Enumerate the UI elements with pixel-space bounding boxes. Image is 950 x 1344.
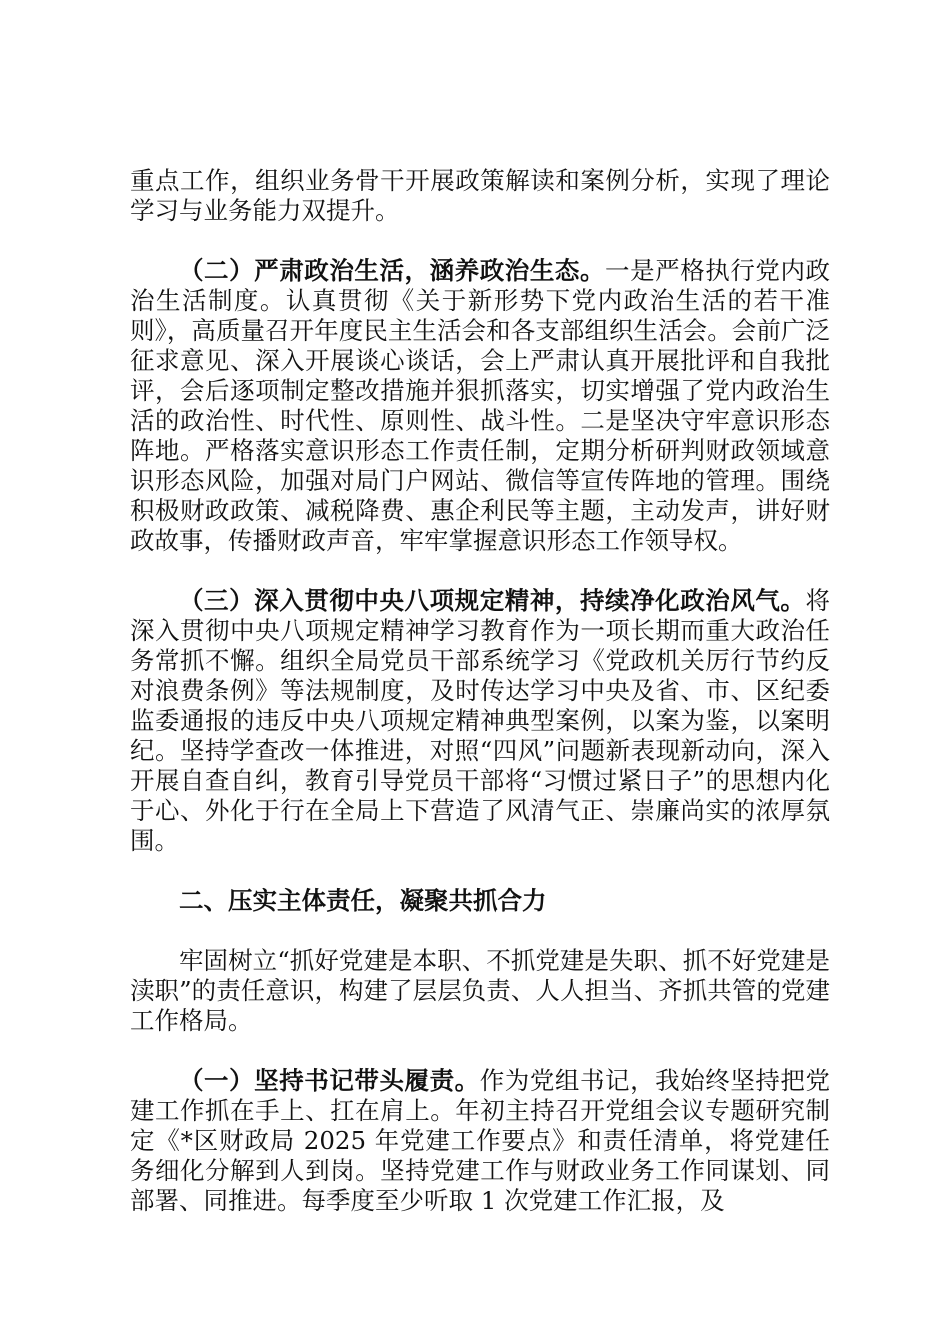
paragraph-text: 牢固树立“抓好党建是本职、不抓党建是失职、抓不好党建是渎职”的责任意识，构建了层层负责、人人担当、齐抓共管的党建工作格局。 <box>130 946 830 1035</box>
paragraph-responsibility <box>130 946 830 1036</box>
paragraph-lead-heading: （二）严肃政治生活，涵养政治生态。 <box>179 256 606 285</box>
paragraph-secretary <box>130 1066 830 1216</box>
paragraph-political-life <box>130 256 830 556</box>
paragraph-lead-heading: （一）坚持书记带头履责。 <box>179 1066 480 1095</box>
paragraph-lead-heading: （三）深入贯彻中央八项规定精神，持续净化政治风气。 <box>179 586 806 615</box>
paragraph-text: 重点工作，组织业务骨干开展政策解读和案例分析，实现了理论学习与业务能力双提升。 <box>130 166 830 225</box>
paragraph-continuation <box>130 166 830 226</box>
paragraph-eight-rules <box>130 586 830 856</box>
paragraph-text: 将深入贯彻中央八项规定精神学习教育作为一项长期而重大政治任务常抓不懈。组织全局党员干部系统学习《党政机关厉行节约反对浪费条例》等法规制度，及时传达学习中央及省、市、区纪委监委通报的违反中央八项规定精神典型案例，以案为鉴，以案明纪。坚持学查改一体推进，对照“四风”问题新表现新动向，深入开展自查自纠，教育引导党员干部将“习惯过紧日子”的思想内化于心、外化于行在全局上下营造了风清气正、崇廉尚实的浓厚氛围。 <box>130 586 830 855</box>
section-heading: 二、压实主体责任，凝聚共抓合力 <box>179 886 547 915</box>
paragraph-text: 作为党组书记，我始终坚持把党建工作抓在手上、扛在肩上。年初主持召开党组会议专题研究制定《*区财政局 2025 年党建工作要点》和责任清单，将党建任务细化分解到人到岗。坚持党建工作与财政业务工作同谋划、同部署、同推进。每季度至少听取 1 次党建工作汇报，及 <box>130 1066 830 1215</box>
paragraph-text: 一是严格执行党内政治生活制度。认真贯彻《关于新形势下党内政治生活的若干准则》，高质量召开年度民主生活会和各支部组织生活会。会前广泛征求意见、深入开展谈心谈话，会上严肃认真开展批评和自我批评，会后逐项制定整改措施并狠抓落实，切实增强了党内政治生活的政治性、时代性、原则性、战斗性。二是坚决守牢意识形态阵地。严格落实意识形态工作责任制，定期分析研判财政领域意识形态风险，加强对局门户网站、微信等宣传阵地的管理。围绕积极财政政策、减税降费、惠企利民等主题，主动发声，讲好财政故事，传播财政声音，牢牢掌握意识形态工作领导权。 <box>130 256 831 555</box>
document-page <box>130 166 830 1246</box>
